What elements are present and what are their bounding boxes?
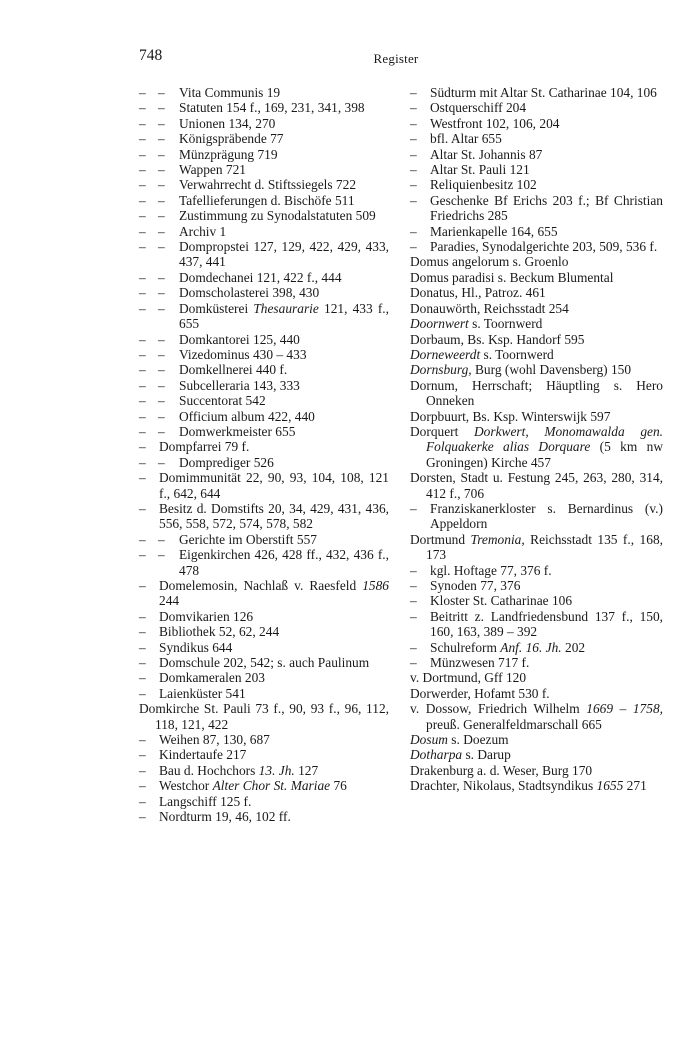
entry-text-italic: Dornsburg,: [410, 362, 472, 378]
entry-text-italic: Alter Chor St. Mariae: [212, 778, 331, 794]
index-entry: [139, 224, 389, 239]
subentry-dash: [139, 239, 153, 254]
subentry-dash: [139, 85, 153, 100]
subentry-dash: [410, 655, 424, 670]
index-entry: [410, 609, 663, 640]
index-entry: [410, 162, 663, 177]
entry-text: Kindertaufe 217: [159, 747, 247, 763]
entry-text: preuß. Generalfeldmarschall 665: [426, 716, 602, 732]
entry-text: 76: [330, 778, 347, 794]
entry-text: Vita Communis 19: [179, 85, 281, 100]
entry-text: Reliquienbesitz 102: [430, 177, 537, 193]
entry-text: Archiv 1: [179, 223, 227, 239]
subentry-dash: [139, 301, 153, 316]
index-entry: [139, 747, 389, 762]
entry-text: Bau d. Hochchors: [159, 762, 259, 778]
index-entry: [139, 100, 389, 115]
index-entry: [139, 131, 389, 146]
index-entry: [139, 455, 389, 470]
subentry-dash: [158, 193, 172, 208]
index-entry: [139, 285, 389, 300]
page-number: 748: [139, 47, 163, 64]
subentry-dash: [158, 424, 172, 439]
entry-text-italic: Anf. 16. Jh.: [500, 639, 562, 655]
entry-text-italic: Dorneweerdt: [410, 346, 481, 362]
index-column-left: [139, 85, 389, 825]
entry-text: Dorsten, Stadt u. Festung 245, 263, 280, 314, 412 f., 706: [410, 470, 663, 501]
entry-text: Besitz d. Domstifts 20, 34, 429, 431, 436, 556, 558, 572, 574, 578, 582: [159, 500, 389, 532]
entry-text: Syndikus 644: [159, 639, 233, 655]
entry-text: Bibliothek 52, 62, 244: [159, 624, 280, 640]
entry-text: Burg (wohl Davensberg) 150: [471, 362, 632, 378]
entry-text: Münzprägung 719: [179, 146, 278, 162]
index-entry: [410, 686, 663, 701]
subentry-dash: [139, 100, 153, 115]
index-entry: [410, 655, 663, 670]
index-entry: [139, 578, 389, 609]
entry-text: Franziskanerkloster s. Bernardinus (v.) Appeldorn: [430, 500, 663, 532]
entry-text: Eigenkirchen 426, 428 ff., 432, 436 f., 478: [179, 547, 389, 578]
subentry-dash: [158, 100, 172, 115]
index-entry: [139, 116, 389, 131]
subentry-dash: [158, 332, 172, 347]
subentry-dash: [410, 147, 424, 162]
index-entry: [139, 624, 389, 639]
subentry-dash: [139, 409, 153, 424]
subentry-dash: [158, 147, 172, 162]
index-entry: [410, 147, 663, 162]
index-entry: [139, 393, 389, 408]
subentry-dash: [139, 224, 153, 239]
subentry-dash: [158, 162, 172, 177]
entry-text: Drakenburg a. d. Weser, Burg 170: [410, 762, 593, 778]
subentry-dash: [139, 532, 153, 547]
entry-text: Domkantorei 125, 440: [179, 331, 300, 347]
subentry-dash: [410, 578, 424, 593]
index-entry: [139, 532, 389, 547]
index-entry: [410, 378, 663, 409]
entry-text-italic: Thesaurarie: [253, 300, 319, 316]
entry-text: Nordturm 19, 46, 102 ff.: [159, 809, 291, 825]
entry-text: Donauwörth, Reichsstadt 254: [410, 300, 569, 316]
index-entry: [139, 686, 389, 701]
subentry-dash: [410, 609, 424, 624]
entry-text-italic: Dotharpa: [410, 747, 463, 763]
subentry-dash: [139, 332, 153, 347]
entry-text: Dornum, Herrschaft; Häuptling s. Hero Onneken: [410, 377, 663, 409]
subentry-dash: [139, 131, 153, 146]
entry-text: Dorbaum, Bs. Ksp. Handorf 595: [410, 331, 585, 347]
entry-text: Domscholasterei 398, 430: [179, 285, 320, 301]
entry-text: Tafellieferungen d. Bischöfe 511: [179, 192, 355, 208]
index-entry: [410, 131, 663, 146]
index-entry: [139, 470, 389, 501]
subentry-dash: [410, 224, 424, 239]
entry-text: Weihen 87, 130, 687: [159, 732, 270, 748]
subentry-dash: [410, 563, 424, 578]
subentry-dash: [139, 809, 153, 824]
index-entry: [410, 578, 663, 593]
index-entry: [139, 301, 389, 332]
subentry-dash: [139, 686, 153, 701]
entry-text: Langschiff 125 f.: [159, 793, 252, 809]
entry-text: Westfront 102, 106, 204: [430, 115, 560, 131]
entry-text: Domimmunität 22, 90, 93, 104, 108, 121 f., 642, 644: [159, 470, 389, 501]
subentry-dash: [139, 747, 153, 762]
index-entry: [139, 732, 389, 747]
entry-text: Dorquert: [410, 423, 474, 439]
index-entry: [139, 809, 389, 824]
subentry-dash: [139, 162, 153, 177]
index-entry: [139, 609, 389, 624]
subentry-dash: [139, 378, 153, 393]
index-entry: [410, 763, 663, 778]
entry-text: s. Toornwerd: [468, 316, 543, 332]
index-entry: [410, 332, 663, 347]
subentry-dash: [410, 193, 424, 208]
index-entry: [410, 301, 663, 316]
index-entry: [410, 285, 663, 300]
entry-text: Laienküster 541: [159, 685, 246, 701]
index-entry: [139, 501, 389, 532]
subentry-dash: [158, 347, 172, 362]
subentry-dash: [139, 470, 153, 485]
entry-text: 127: [294, 762, 319, 778]
index-entry: [410, 177, 663, 192]
entry-text: Officium album 422, 440: [179, 408, 315, 424]
entry-text: Domkellnerei 440 f.: [179, 362, 288, 378]
index-entry: [410, 193, 663, 224]
entry-text: v. Dortmund, Gff 120: [410, 670, 527, 686]
subentry-dash: [410, 100, 424, 115]
index-entry: [410, 116, 663, 131]
entry-text: Verwahrrecht d. Stiftssiegels 722: [179, 177, 357, 193]
subentry-dash: [139, 763, 153, 778]
entry-text: Domkirche St. Pauli 73 f., 90, 93 f., 96, 112, 118, 121, 422: [139, 701, 389, 732]
subentry-dash: [139, 655, 153, 670]
subentry-dash: [158, 547, 172, 562]
entry-text: s. Doezum: [447, 732, 509, 748]
index-entry: [410, 501, 663, 532]
entry-text: s. Darup: [462, 747, 511, 763]
entry-text: Domus paradisi s. Beckum Blumental: [410, 269, 614, 285]
index-entry: [139, 547, 389, 578]
subentry-dash: [410, 593, 424, 608]
entry-text-italic: Dosum: [410, 732, 448, 748]
subentry-dash: [139, 208, 153, 223]
subentry-dash: [139, 732, 153, 747]
index-entry: [139, 193, 389, 208]
subentry-dash: [158, 285, 172, 300]
running-head: Register: [373, 51, 419, 66]
subentry-dash: [158, 301, 172, 316]
subentry-dash: [139, 794, 153, 809]
subentry-dash: [139, 624, 153, 639]
subentry-dash: [139, 501, 153, 516]
index-entry: [139, 655, 389, 670]
entry-text: Domschule 202, 542; s. auch Paulinum: [159, 655, 370, 671]
index-entry: [139, 162, 389, 177]
subentry-dash: [139, 640, 153, 655]
entry-text: Domvikarien 126: [159, 608, 254, 624]
subentry-dash: [410, 116, 424, 131]
entry-text: Drachter, Nikolaus, Stadtsyndikus: [410, 778, 597, 794]
entry-text: Gerichte im Oberstift 557: [179, 531, 317, 547]
subentry-dash: [139, 347, 153, 362]
subentry-dash: [139, 424, 153, 439]
entry-text-italic: 1655: [596, 778, 624, 794]
entry-text: Wappen 721: [179, 162, 246, 178]
entry-text: Westchor: [159, 778, 213, 794]
entry-text: bfl. Altar 655: [430, 131, 502, 147]
subentry-dash: [139, 147, 153, 162]
subentry-dash: [139, 393, 153, 408]
subentry-dash: [410, 640, 424, 655]
index-entry: [139, 409, 389, 424]
subentry-dash: [410, 85, 424, 100]
entry-text-italic: 1669 – 1758,: [586, 701, 663, 717]
entry-text: Zustimmung zu Synodalstatuten 509: [179, 208, 376, 224]
entry-text: Domküsterei: [179, 300, 254, 316]
entry-text: Subcelleraria 143, 333: [179, 377, 300, 393]
index-entry: [139, 177, 389, 192]
subentry-dash: [410, 501, 424, 516]
index-entry: [410, 778, 663, 793]
entry-text: 121, 433 f., 655: [179, 300, 389, 332]
entry-text: Domelemosin, Nachlaß v. Raesfeld: [159, 578, 363, 593]
index-entry: [139, 640, 389, 655]
subentry-dash: [139, 270, 153, 285]
entry-text: kgl. Hoftage 77, 376 f.: [430, 562, 552, 578]
index-column-right: [410, 85, 663, 794]
entry-text: Domprediger 526: [179, 454, 274, 470]
entry-text: 244: [159, 593, 180, 609]
subentry-dash: [139, 193, 153, 208]
index-entry: [410, 640, 663, 655]
subentry-dash: [139, 670, 153, 685]
subentry-dash: [158, 208, 172, 223]
index-entry: [139, 270, 389, 285]
subentry-dash: [158, 177, 172, 192]
entry-text: Schulreform: [430, 639, 501, 655]
subentry-dash: [158, 532, 172, 547]
index-entry: [139, 85, 389, 100]
index-entry: [410, 362, 663, 377]
entry-text: Succentorat 542: [179, 393, 266, 409]
index-entry: [410, 316, 663, 331]
entry-text: Domwerkmeister 655: [179, 423, 296, 439]
index-entry: [410, 470, 663, 501]
subentry-dash: [410, 177, 424, 192]
subentry-dash: [158, 455, 172, 470]
subentry-dash: [158, 393, 172, 408]
entry-text: Donatus, Hl., Patroz. 461: [410, 285, 546, 301]
index-entry: [139, 778, 389, 793]
entry-text: Reichsstadt 135 f., 168, 173: [426, 531, 663, 563]
index-entry: [139, 794, 389, 809]
entry-text: Dortmund: [410, 531, 471, 547]
entry-text: Münzwesen 717 f.: [430, 655, 530, 671]
index-entry: [410, 409, 663, 424]
subentry-dash: [410, 131, 424, 146]
index-entry: [139, 239, 389, 270]
subentry-dash: [158, 131, 172, 146]
subentry-dash: [410, 239, 424, 254]
subentry-dash: [158, 116, 172, 131]
entry-text: 202: [561, 639, 586, 655]
entry-text: Statuten 154 f., 169, 231, 341, 398: [179, 100, 365, 116]
entry-text: 271: [623, 778, 647, 794]
index-entry: [139, 670, 389, 685]
index-entry: [410, 254, 663, 269]
index-entry: [410, 593, 663, 608]
index-entry: [410, 270, 663, 285]
index-entry: [410, 701, 663, 732]
index-entry: [139, 424, 389, 439]
subentry-dash: [139, 177, 153, 192]
index-entry: [410, 747, 663, 762]
entry-text-italic: 13. Jh.: [258, 762, 295, 778]
entry-text-italic: Tremonia,: [470, 531, 525, 547]
index-entry: [410, 732, 663, 747]
index-entry: [410, 347, 663, 362]
entry-text: Dompropstei 127, 129, 422, 429, 433, 437, 441: [179, 239, 389, 270]
subentry-dash: [158, 224, 172, 239]
index-entry: [139, 378, 389, 393]
index-entry: [139, 347, 389, 362]
subentry-dash: [139, 578, 153, 593]
index-entry: [139, 763, 389, 778]
entry-text-italic: Doornwert: [410, 316, 469, 332]
entry-text: Unionen 134, 270: [179, 115, 276, 131]
entry-text: (5 km nw Groningen) Kirche 457: [426, 439, 663, 470]
entry-text: Domus angelorum s. Groenlo: [410, 254, 569, 270]
index-entry: [139, 439, 389, 454]
subentry-dash: [158, 239, 172, 254]
index-entry: [410, 100, 663, 115]
index-entry: [139, 332, 389, 347]
entry-text-italic: 1586: [362, 578, 389, 593]
entry-text: Marienkapelle 164, 655: [430, 223, 558, 239]
index-entry: [410, 532, 663, 563]
subentry-dash: [139, 362, 153, 377]
subentry-dash: [158, 270, 172, 285]
subentry-dash: [139, 439, 153, 454]
entry-text: Domkameralen 203: [159, 670, 265, 686]
entry-text: Altar St. Johannis 87: [430, 146, 543, 162]
index-entry: [139, 362, 389, 377]
subentry-dash: [139, 778, 153, 793]
entry-text: Paradies, Synodalgerichte 203, 509, 536 f.: [430, 239, 658, 255]
subentry-dash: [158, 85, 172, 100]
index-entry: [410, 85, 663, 100]
subentry-dash: [158, 409, 172, 424]
entry-text: Vizedominus 430 – 433: [179, 346, 307, 362]
entry-text: Südturm mit Altar St. Catharinae 104, 106: [430, 85, 657, 100]
entry-text: Dorpbuurt, Bs. Ksp. Winterswijk 597: [410, 408, 611, 424]
subentry-dash: [410, 162, 424, 177]
index-entry: [139, 147, 389, 162]
subentry-dash: [158, 362, 172, 377]
entry-text: Kloster St. Catharinae 106: [430, 593, 573, 609]
subentry-dash: [139, 547, 153, 562]
entry-text: Beitritt z. Landfriedensbund 137 f., 150, 160, 163, 389 – 392: [430, 608, 663, 640]
entry-text: v. Dossow, Friedrich Wilhelm: [410, 701, 587, 717]
index-entry: [410, 224, 663, 239]
entry-text: Altar St. Pauli 121: [430, 162, 530, 178]
entry-text: Dompfarrei 79 f.: [159, 439, 250, 455]
index-entry: [410, 670, 663, 685]
index-entry: [410, 563, 663, 578]
entry-text-italic: Dorkwert, Monomawalda gen. Folquakerke alias Dorquare: [426, 423, 663, 455]
subentry-dash: [139, 285, 153, 300]
entry-text: Dorwerder, Hofamt 530 f.: [410, 685, 550, 701]
subentry-dash: [139, 116, 153, 131]
index-entry: [139, 208, 389, 223]
entry-text: Geschenke Bf Erichs 203 f.; Bf Christian Friedrichs 285: [430, 192, 663, 224]
entry-text: Synoden 77, 376: [430, 578, 521, 593]
index-entry: [410, 424, 663, 470]
entry-text: Domdechanei 121, 422 f., 444: [179, 269, 342, 285]
subentry-dash: [158, 378, 172, 393]
index-entry: [410, 239, 663, 254]
subentry-dash: [139, 455, 153, 470]
entry-text: s. Toornwerd: [480, 346, 554, 362]
entry-text: Königspräbende 77: [179, 131, 284, 147]
subentry-dash: [139, 609, 153, 624]
index-entry: [139, 701, 389, 732]
entry-text: Ostquerschiff 204: [430, 100, 527, 116]
